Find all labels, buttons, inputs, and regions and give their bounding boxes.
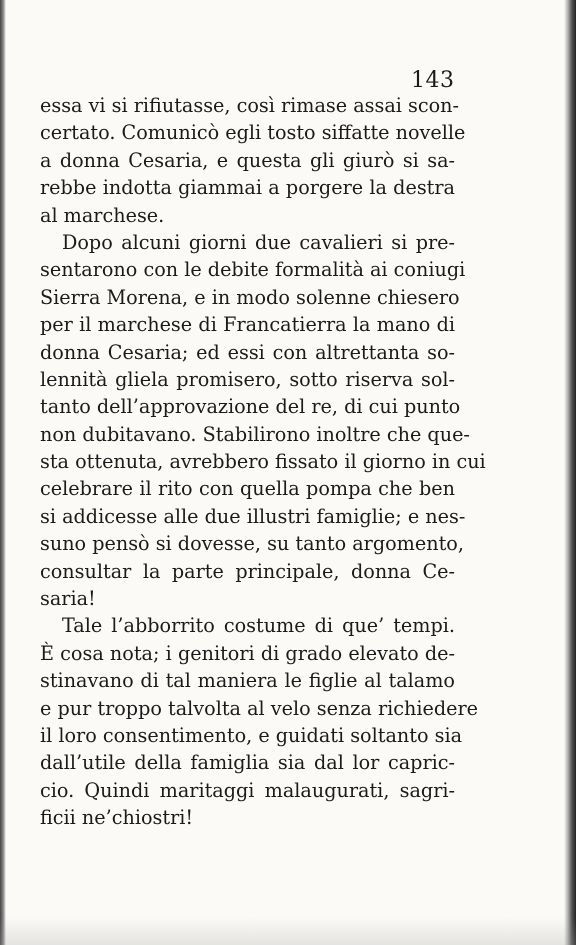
- text-line: celebrare il rito con quella pompa che ben: [40, 477, 455, 501]
- text-line: donna Cesaria; ed essi con altrettanta so-: [40, 340, 455, 364]
- page-number: 143: [411, 68, 455, 93]
- text-line: rebbe indotta giammai a porgere la destra: [40, 176, 455, 200]
- text-line: saria!: [40, 587, 96, 611]
- body-text: [40, 92, 486, 832]
- text-line: suno pensò si dovesse, su tanto argomento,: [40, 532, 464, 556]
- text-line: dall’utile della famiglia sia dal lor capric-: [40, 751, 455, 775]
- text-line: per il marchese di Francatierra la mano di: [40, 313, 455, 337]
- text-line: sta ottenuta, avrebbero fissato il giorno in cui: [40, 450, 486, 474]
- text-line: Tale l’abborrito costume di que’ tempi.: [62, 614, 455, 638]
- page-left-edge-shadow: [0, 0, 6, 945]
- text-line: si addicesse alle due illustri famiglie; e nes-: [40, 504, 466, 528]
- text-line: essa vi si rifiutasse, così rimase assai scon-: [40, 94, 460, 117]
- text-line: al marchese.: [40, 203, 165, 227]
- text-line: cio. Quindi maritaggi malaugurati, sagri-: [40, 778, 455, 802]
- text-line: stinavano di tal maniera le figlie al talamo: [40, 669, 455, 693]
- text-line: Sierra Morena, e in modo solenne chiesero: [40, 285, 460, 309]
- text-line: consultar la parte principale, donna Ce-: [40, 559, 455, 583]
- text-line: lennità gliela promisero, sotto riserva sol-: [40, 367, 455, 391]
- text-line: È cosa nota; i genitori di grado elevato de-: [40, 641, 455, 665]
- text-line: il loro consentimento, e guidati soltanto sia: [40, 723, 463, 747]
- text-line: sentarono con le debite formalità ai coniugi: [40, 258, 466, 282]
- text-line: tanto dell’approvazione del re, di cui punto: [40, 395, 461, 419]
- text-line: a donna Cesaria, e questa gli giurò si sa-: [40, 148, 455, 172]
- text-line: e pur troppo talvolta al velo senza richiedere: [40, 696, 479, 720]
- page-bottom-shade: [0, 917, 576, 945]
- text-line: non dubitavano. Stabilirono inoltre che que-: [40, 422, 470, 446]
- text-line: Dopo alcuni giorni due cavalieri si pre-: [62, 230, 455, 254]
- text-line: ficii ne’chiostri!: [40, 806, 194, 830]
- text-line: certato. Comunicò egli tosto siffatte novelle: [40, 121, 466, 145]
- page-right-edge-shadow: [564, 0, 576, 945]
